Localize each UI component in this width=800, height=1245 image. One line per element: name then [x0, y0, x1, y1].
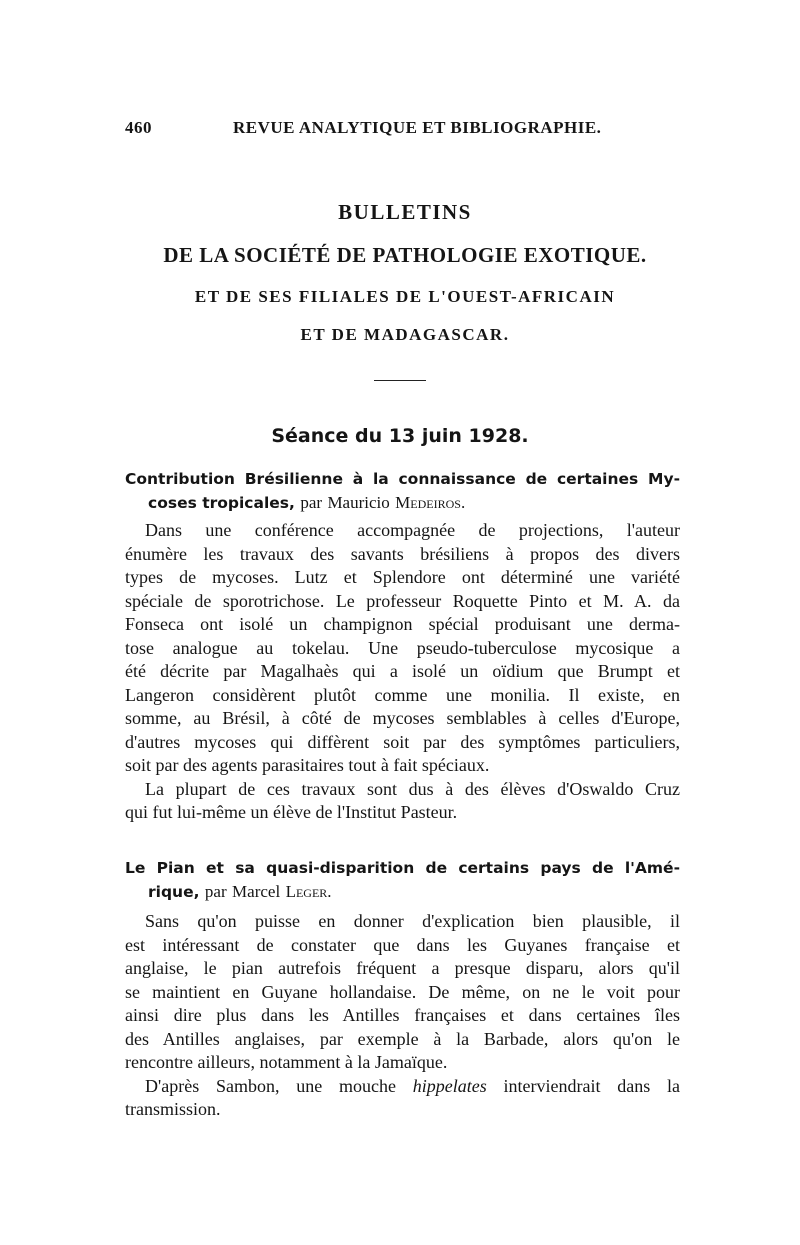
- article-body: [125, 519, 680, 825]
- byline-par: par: [300, 493, 323, 512]
- paragraph: [125, 1075, 680, 1122]
- text-line: des Antilles anglaises, par exemple à la Barbade, alors qu'on le: [125, 1028, 680, 1049]
- text-line: somme, au Brésil, à côté de mycoses semblables à celles d'Europe,: [125, 708, 680, 728]
- journal-title: REVUE ANALYTIQUE ET BIBLIOGRAPHIE.: [233, 118, 602, 137]
- author-last-name: Leger.: [285, 882, 332, 901]
- text-line: d'autres mycoses qui diffèrent soit par des symptômes particuliers,: [125, 731, 680, 752]
- section-title-line1: BULLETINS: [338, 200, 472, 224]
- section-title-line3: ET DE SES FILIALES DE L'OUEST-AFRICAIN: [194, 287, 616, 306]
- text-line: spéciale de sporotrichose. Le professeur Roquette Pinto et M. A. da: [125, 590, 680, 611]
- text-line: été décrite par Magalhaès qui a isolé un oïdium que Brumpt et: [125, 661, 680, 681]
- article-title-line: Le Pian et sa quasi-disparition de certains pays de l'Amé-: [125, 859, 680, 877]
- article-body: [125, 910, 680, 1122]
- paragraph: [125, 778, 680, 825]
- author-last-name: Medeiros.: [395, 493, 466, 512]
- author-first-name: Marcel: [232, 882, 281, 901]
- text-line: types de mycoses. Lutz et Splendore ont déterminé une variété: [125, 567, 680, 587]
- paragraph: [125, 519, 680, 778]
- divider: [374, 380, 426, 381]
- text-run: D'après Sambon, une mouche: [145, 1075, 396, 1096]
- text-line: Fonseca ont isolé un champignon spécial produisant une derma-: [125, 614, 680, 634]
- article-title-line: rique,: [148, 883, 200, 901]
- text-line: tose analogue au tokelau. Une pseudo-tuberculose mycosique a: [125, 637, 680, 658]
- text-line: Langeron considèrent plutôt comme une monilia. Il existe, en: [125, 684, 680, 705]
- text-line: La plupart de ces travaux sont dus à des élèves d'Oswaldo Cruz: [145, 778, 680, 799]
- article-title: [125, 857, 680, 904]
- text-line: qui fut lui-même un élève de l'Institut Pasteur.: [125, 802, 458, 822]
- section-title-line2: DE LA SOCIÉTÉ DE PATHOLOGIE EXOTIQUE.: [163, 243, 647, 267]
- text-line: anglaise, le pian autrefois fréquent a presque disparu, alors qu'il: [125, 958, 680, 978]
- text-run: interviendrait dans la: [503, 1075, 680, 1096]
- page-number: 460: [125, 118, 152, 137]
- text-line: est intéressant de constater que dans les Guyanes française et: [125, 934, 680, 955]
- paragraph: [125, 910, 680, 1075]
- byline-par: par: [204, 882, 227, 901]
- text-line: énumère les travaux des savants brésiliens à propos des divers: [125, 543, 680, 564]
- article-title-line: coses tropicales,: [148, 494, 295, 512]
- article-title: [125, 468, 680, 515]
- text-line: Sans qu'on puisse en donner d'explication bien plausible, il: [145, 911, 680, 931]
- italic-term: hippelates: [412, 1075, 487, 1096]
- article-title-line: Contribution Brésilienne à la connaissance de certaines My-: [125, 470, 680, 488]
- section-title-line4: ET DE MADAGASCAR.: [300, 325, 510, 344]
- text-line: Dans une conférence accompagnée de projections, l'auteur: [145, 520, 680, 540]
- text-line: se maintient en Guyane hollandaise. De même, on ne le voit pour: [125, 981, 680, 1002]
- author-first-name: Mauricio: [327, 493, 390, 512]
- text-line: transmission.: [125, 1099, 221, 1119]
- text-line: ainsi dire plus dans les Antilles françaises et dans certaines îles: [125, 1005, 680, 1025]
- session-heading: Séance du 13 juin 1928.: [271, 425, 529, 447]
- text-line: soit par des agents parasitaires tout à fait spéciaux.: [125, 755, 490, 775]
- text-line: rencontre ailleurs, notamment à la Jamaïque.: [125, 1052, 448, 1072]
- text-line: [125, 1075, 680, 1099]
